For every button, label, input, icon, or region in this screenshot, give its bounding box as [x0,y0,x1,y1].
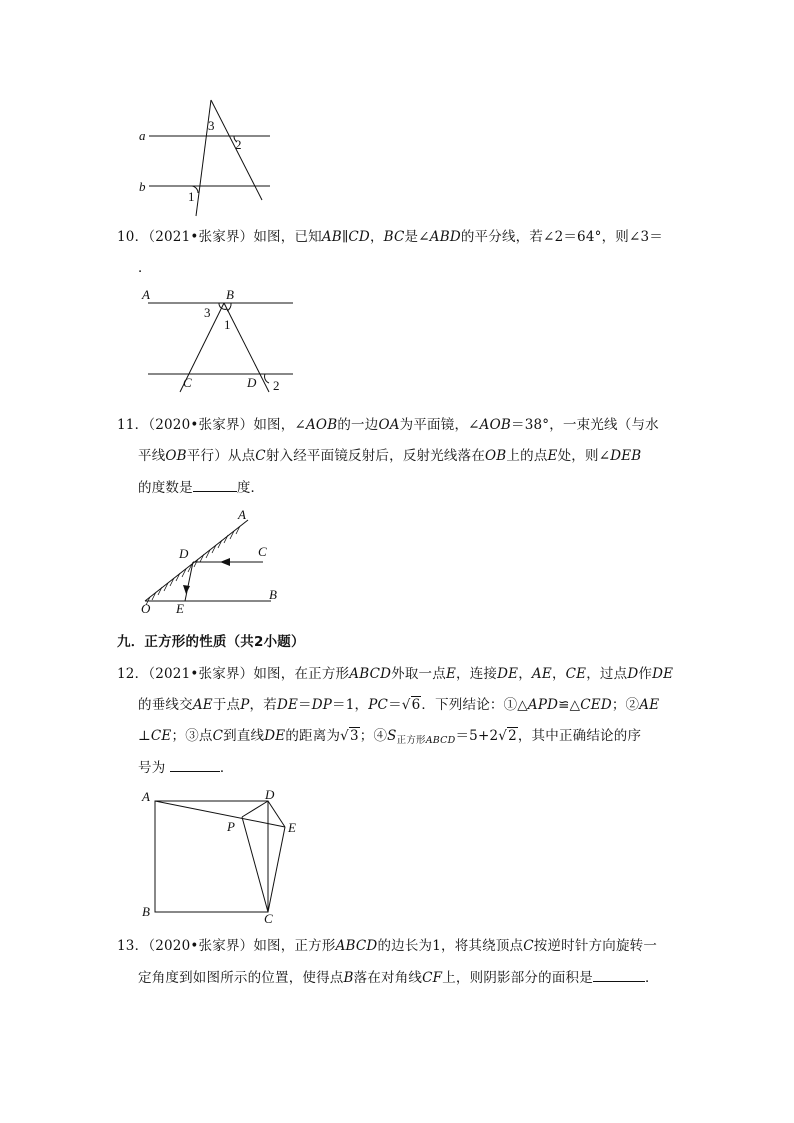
segment-pc [242,817,268,912]
mirror-oa [145,520,248,601]
label-A: A [142,789,150,804]
figure-parallel-lines-transversals [135,96,285,220]
q12-line-3: ⊥CE；③点C到直线DE的距离为√3；$④S_{正方形ABCD}=5+2√2$，其中正确结论的序 [138,728,642,746]
label-b: b [139,179,146,194]
label-C: C [258,544,267,559]
figure-q11-mirror-reflection [138,506,288,616]
label-D: D [265,787,275,802]
q13-line-2: 定角度到如图所示的位置，使得点B落在对角线CF上，则阴影部分的面积是 ． [138,967,659,988]
q10-source: （2021•张家界） [148,229,254,245]
square-abcd [155,801,268,912]
label-C: C [264,911,273,926]
segment-dp [242,801,268,817]
incident-arrow [220,558,230,566]
label-C: C [183,375,192,390]
reflected-arrow [183,585,190,594]
q11-line-2: 平线OB平行）从点C射入经平面镜反射后，反射光线落在OB上的点E处，则∠DEB [138,448,642,464]
q12-line-1: 12．（2021•张家界）如图，在正方形ABCD外取一点E，连接DE，AE，CE，过点D作DE [117,666,674,682]
label-2: 2 [273,378,280,393]
sqrt-3: √3 [340,728,359,744]
label-angle-3: 3 [208,118,215,133]
q12-line-2: 的垂线交AE于点P，若DE＝DP＝1，PC＝√6．下列结论：①△APD≌△CED；②AE [138,697,660,713]
label-D: D [247,375,257,390]
label-1: 1 [224,317,231,332]
q13-line-1: 13．（2020•张家界）如图，正方形ABCD的边长为1，将其绕顶点C按逆时针方向旋转一 [117,938,658,954]
q12-number: 12． [117,666,149,682]
label-B: B [142,904,150,919]
q11-source: （2020•张家界） [148,417,254,433]
figure-q10-parallel-bisector [138,284,303,399]
label-O: O [141,601,151,616]
label-B: B [269,587,277,602]
label-D: D [179,546,189,561]
sqrt-2: √2 [498,728,517,744]
q10-number: 10． [117,229,149,245]
label-P: P [227,819,235,834]
label-A: A [142,287,150,302]
q11-number: 11． [117,417,149,433]
q12-line-4: 号为 ． [138,757,234,778]
label-a: a [139,128,146,143]
reflected-ray [185,562,193,601]
q13-number: 13． [117,938,149,954]
label-3: 3 [204,305,211,320]
segment-ae [155,801,285,827]
q13-answer-blank[interactable] [593,967,645,982]
q11-answer-blank[interactable] [193,477,237,492]
figure-q12-square [138,785,313,930]
segment-ce [268,827,285,912]
q11-line-1: 11．（2020•张家界）如图，∠AOB的一边OA为平面镜，∠AOB＝38°，一束光线（与水 [117,417,659,433]
label-A: A [238,507,246,522]
q10-line-1: 10．（2021•张家界）如图，已知AB∥CD，BC是∠ABD的平分线，若∠2＝64°，则∠3＝ [117,229,663,245]
q13-source: （2020•张家界） [148,938,254,954]
segment-de [268,801,285,827]
sqrt-6: √6 [401,697,421,713]
section-heading: 九．正方形的性质（共2小题） [117,634,305,650]
label-angle-2: 2 [235,137,242,152]
label-B: B [226,287,234,302]
q12-answer-blank[interactable] [170,757,220,772]
label-E: E [176,601,184,616]
q12-source: （2021•张家界） [148,666,254,682]
q11-line-3: 的度数是 度． [138,477,264,498]
q10-line-2: ． [138,260,152,276]
label-angle-1: 1 [188,189,195,204]
label-E: E [288,820,296,835]
